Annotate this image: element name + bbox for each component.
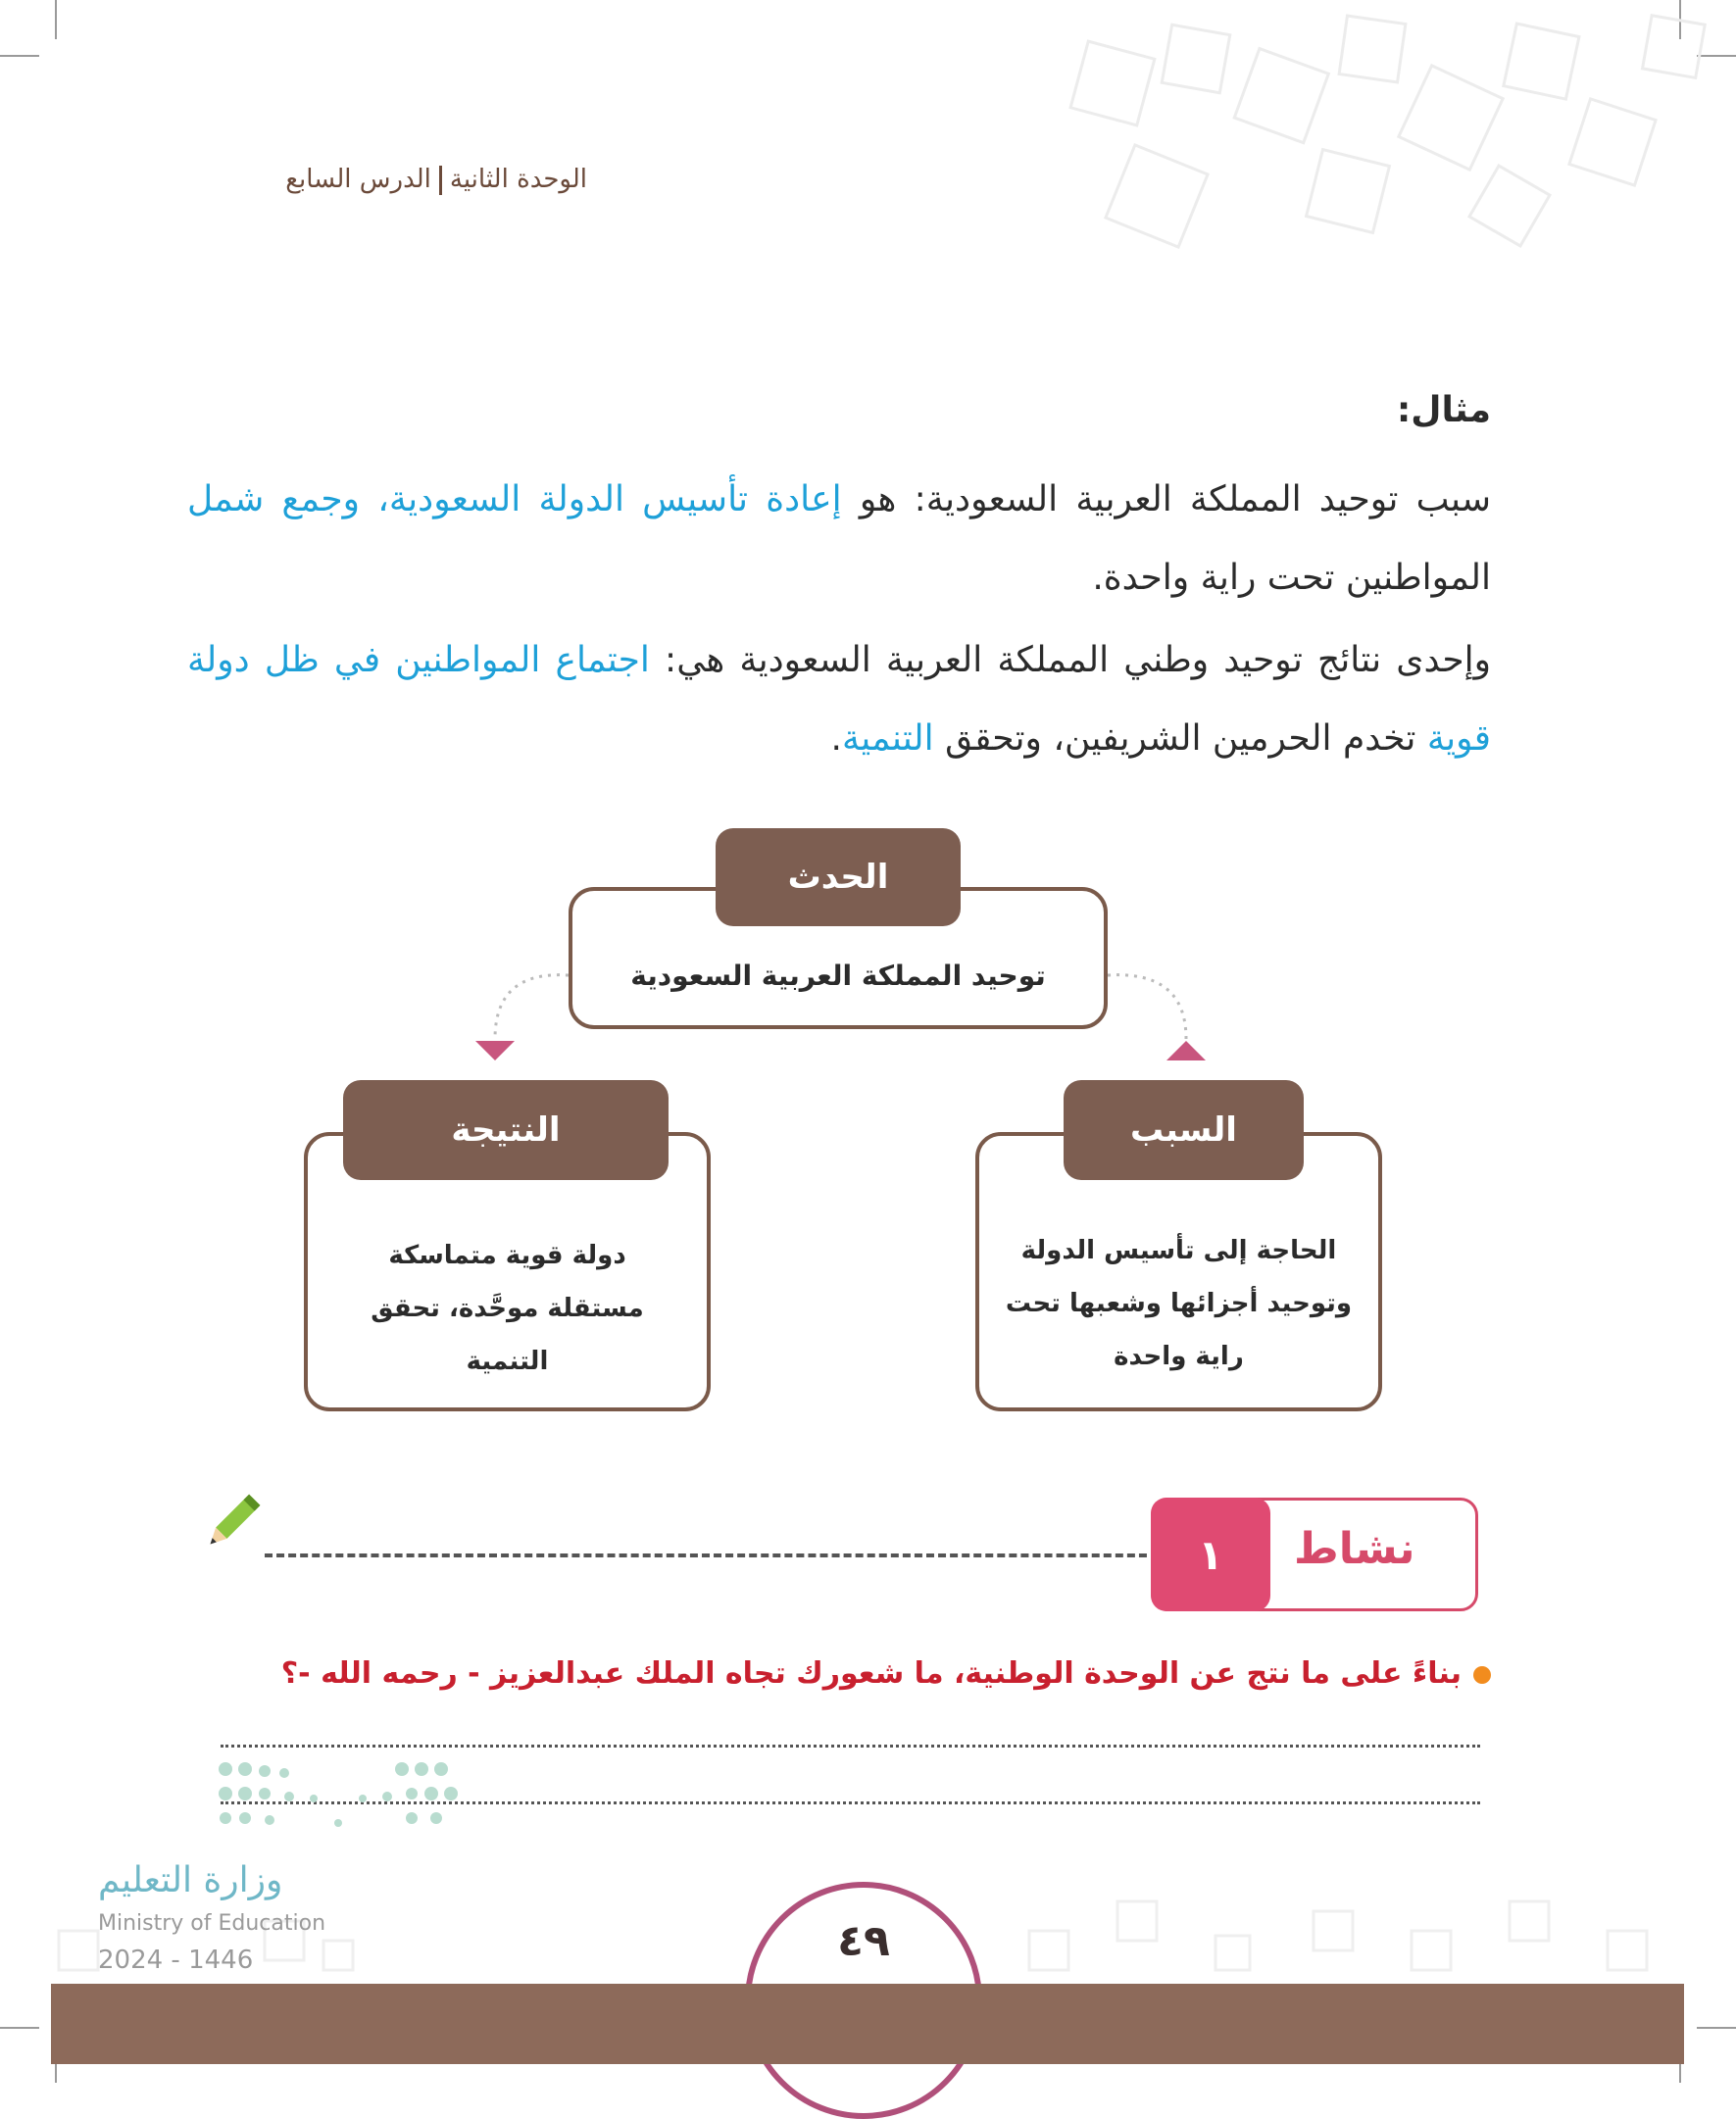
activity-dashed-line (265, 1553, 1159, 1557)
footer-bar (51, 1984, 1684, 2064)
crop-mark (1697, 2027, 1736, 2029)
result-line-2: مستقلة موحَّدة، تحقق (371, 1294, 644, 1323)
bullet-icon (1473, 1666, 1491, 1684)
sentence2-highlight-2: التنمية (841, 718, 934, 759)
cause-line-2: وتوحيد أجزائها وشعبها تحت (1005, 1289, 1353, 1318)
sentence1-part2: المواطنين تحت راية واحدة. (1092, 558, 1491, 598)
sentence1-part1: سبب توحيد المملكة العربية السعودية: هو (841, 479, 1491, 519)
ministry-logo-icon (216, 1759, 461, 1857)
result-line-1: دولة قوية متماسكة (388, 1241, 626, 1270)
arrow-down-icon (475, 1041, 515, 1060)
crop-mark (0, 2027, 39, 2029)
answer-line-1 (221, 1745, 1480, 1748)
lesson-title: الدرس السابع (285, 165, 431, 194)
unit-title: الوحدة الثانية (449, 165, 587, 194)
sentence2-highlight: اجتماع المواطنين في ظل دولة قوية (187, 640, 1491, 759)
activity-label: نشاط (1294, 1524, 1415, 1574)
sentence1-highlight: إعادة تأسيس الدولة السعودية، وجمع شمل (187, 479, 842, 519)
ministry-name-en: Ministry of Education (98, 1911, 326, 1936)
page-number: ٤٩ (837, 1916, 890, 1966)
sentence2-part3: . (830, 718, 842, 759)
cause-line-3: راية واحدة (1114, 1342, 1244, 1371)
sentence2-part1: وإحدى نتائج توحيد وطني المملكة العربية السعودية هي: (649, 640, 1491, 680)
pencil-icon (196, 1490, 265, 1558)
example-label: مثال: (1396, 390, 1491, 430)
edition-year: 2024 - 1446 (98, 1946, 254, 1975)
ministry-name-ar: وزارة التعليم (98, 1860, 283, 1900)
sentence2-part2: تخدم الحرمين الشريفين، وتحقق (933, 718, 1427, 759)
result-line-3: التنمية (466, 1347, 549, 1376)
arrow-up-icon (1166, 1041, 1206, 1060)
activity-number: ١ (1151, 1498, 1270, 1611)
event-title-pill: الحدث (716, 828, 961, 926)
question-text: بناءً على ما نتج عن الوحدة الوطنية، ما شعورك تجاه الملك عبدالعزيز - رحمه الله -؟ (280, 1656, 1462, 1691)
cause-line-1: الحاجة إلى تأسيس الدولة (1020, 1236, 1337, 1265)
result-title-pill: النتيجة (343, 1080, 669, 1180)
activity-question (281, 1656, 1491, 1691)
cause-title-pill: السبب (1064, 1080, 1304, 1180)
event-text: توحيد المملكة العربية السعودية (630, 960, 1046, 992)
